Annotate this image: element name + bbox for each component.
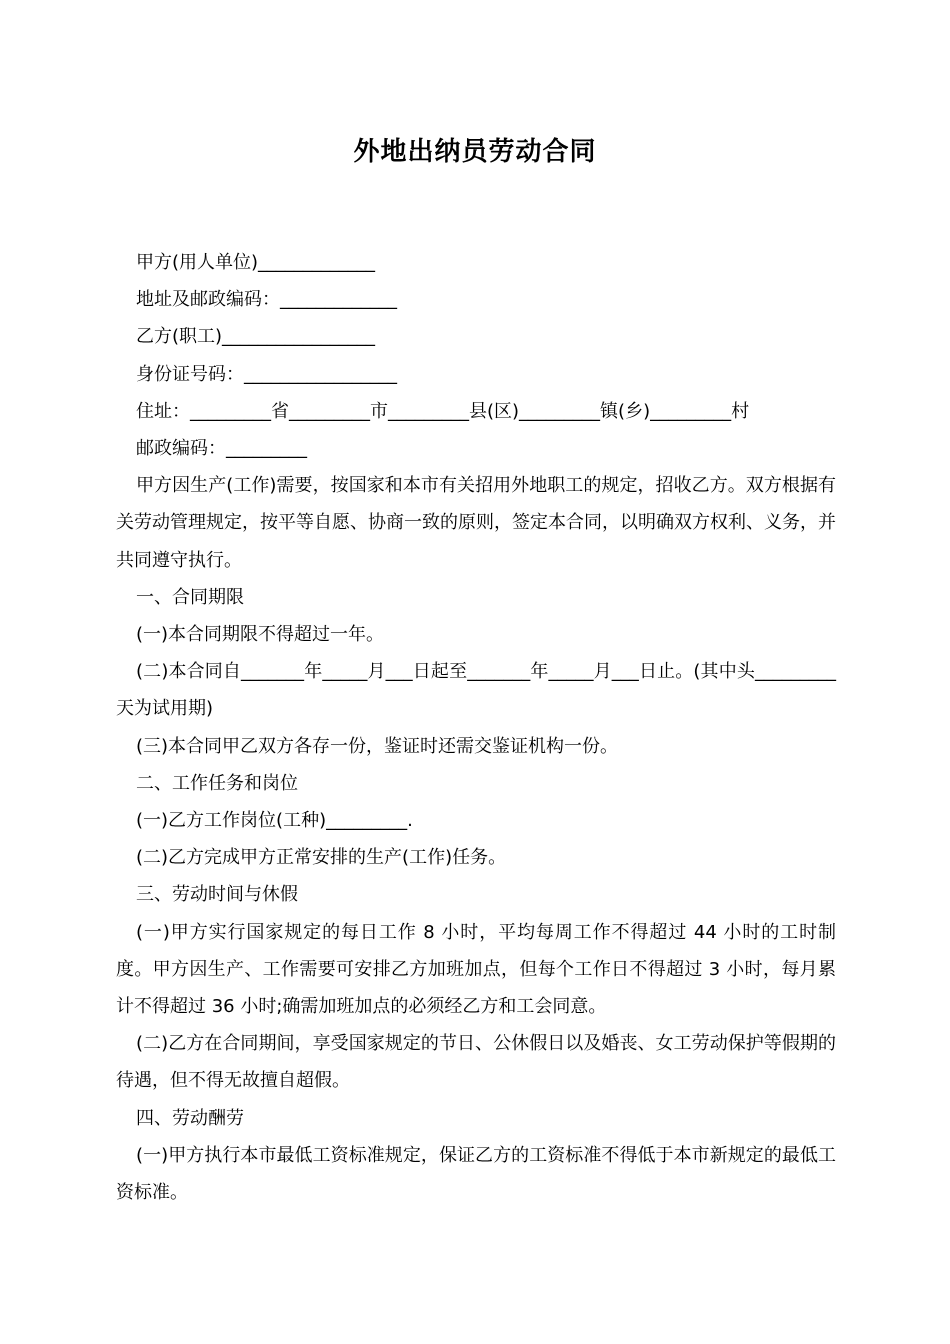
clause-1-1: (一)本合同期限不得超过一年。	[136, 624, 385, 646]
clause-1-2: (二)本合同自_______年_____月___日起至_______年_____月___日止。(其中头_________天为试用期)	[116, 661, 836, 720]
document-body	[116, 244, 836, 1211]
section-heading-term: 一、合同期限	[136, 586, 244, 608]
address-postcode-line: 地址及邮政编码：_____________	[136, 289, 397, 311]
postcode-line: 邮政编码：_________	[136, 438, 307, 460]
section-heading-job: 二、工作任务和岗位	[136, 772, 298, 794]
clause-2-1: (一)乙方工作岗位(工种)_________.	[136, 810, 413, 832]
residence-line: 住址：_________省_________市_________县(区)_________镇(乡)_________村	[136, 400, 750, 422]
party-b-line: 乙方(职工)_________________	[136, 326, 376, 348]
clause-3-2: (二)乙方在合同期间，享受国家规定的节日、公休假日以及婚丧、女工劳动保护等假期的待遇，但不得无故擅自超假。	[116, 1033, 836, 1092]
section-heading-pay: 四、劳动酬劳	[136, 1107, 244, 1129]
clause-2-2: (二)乙方完成甲方正常安排的生产(工作)任务。	[136, 847, 507, 869]
id-number-line: 身份证号码：_________________	[136, 363, 397, 385]
clause-1-3: (三)本合同甲乙双方各存一份，鉴证时还需交鉴证机构一份。	[136, 735, 619, 757]
document-title: 外地出纳员劳动合同	[353, 137, 597, 167]
preamble-paragraph: 甲方因生产(工作)需要，按国家和本市有关招用外地职工的规定，招收乙方。双方根据有关劳动管理规定，按平等自愿、协商一致的原则，签定本合同，以明确双方权利、义务，并共同遵守执行。	[116, 475, 836, 571]
section-heading-hours: 三、劳动时间与休假	[136, 884, 298, 906]
party-a-line: 甲方(用人单位)_____________	[136, 252, 376, 273]
clause-3-1: (一)甲方实行国家规定的每日工作 8 小时，平均每周工作不得超过 44 小时的工时制度。甲方因生产、工作需要可安排乙方加班加点，但每个工作日不得超过 3 小时，每月累计不得超过 36 小时;确需加班加点的必须经乙方和工会同意。	[116, 921, 836, 1018]
clause-4-1: (一)甲方执行本市最低工资标准规定，保证乙方的工资标准不得低于本市新规定的最低工资标准。	[116, 1144, 836, 1204]
